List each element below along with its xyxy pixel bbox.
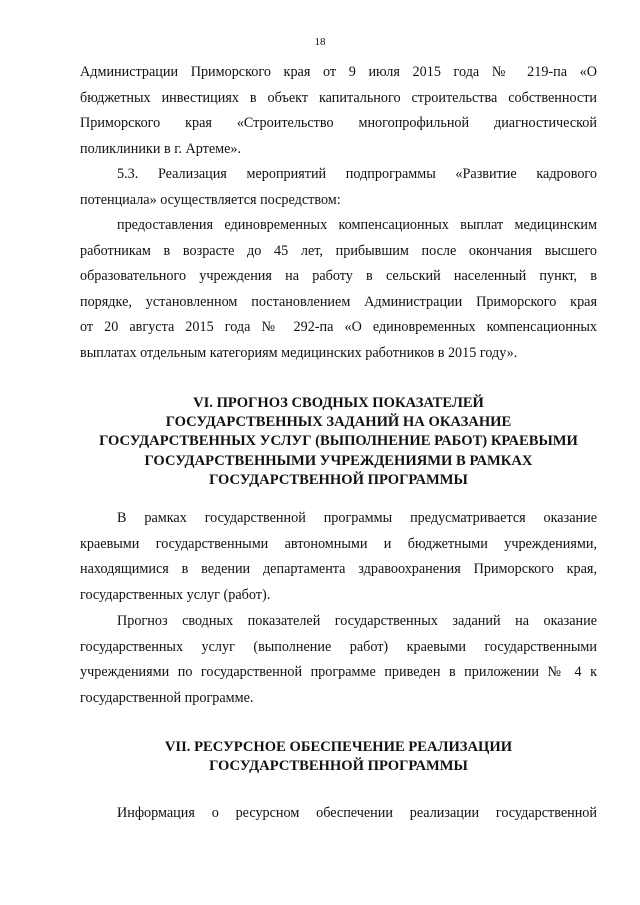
heading-line: VII. РЕСУРСНОЕ ОБЕСПЕЧЕНИЕ РЕАЛИЗАЦИИ: [164, 739, 513, 755]
heading-line: ГОСУДАРСТВЕННЫХ ЗАДАНИЙ НА ОКАЗАНИЕ: [165, 414, 512, 431]
heading-line: ГОСУДАРСТВЕННЫХ УСЛУГ (ВЫПОЛНЕНИЕ РАБОТ) КРАЕВЫМИ: [99, 433, 578, 450]
paragraph-5-3: [80, 162, 597, 213]
text-line: государственных услуг (работ).: [80, 586, 271, 603]
heading-line: VI. ПРОГНОЗ СВОДНЫХ ПОКАЗАТЕЛЕЙ: [193, 395, 484, 411]
text-line: потенциала» осуществляется посредством:: [80, 191, 341, 208]
text-line: находящимися в ведении департамента здравоохранения Приморского края,: [80, 561, 597, 578]
text-line: поликлиники в г. Артеме».: [80, 140, 242, 157]
section-7-paragraph-1: [80, 801, 597, 827]
section-6-paragraph-1: [80, 506, 597, 608]
section-7-heading: [80, 738, 597, 776]
section-6-paragraph-2: [80, 609, 597, 711]
heading-line: ГОСУДАРСТВЕННОЙ ПРОГРАММЫ: [209, 758, 468, 775]
text-line: Приморского края «Строительство многопрофильной диагностической: [80, 115, 597, 132]
text-line: Информация о ресурсном обеспечении реализации государственной: [117, 805, 597, 821]
text-line: государственных услуг (выполнение работ) краевыми государственными: [80, 638, 597, 655]
section-6-heading: [80, 394, 597, 490]
text-line: порядке, установленном постановлением Администрации Приморского края: [80, 293, 597, 310]
text-line: предоставления единовременных компенсационных выплат медицинским: [117, 217, 597, 233]
text-line: образовательного учреждения на работу в сельский населенный пункт, в: [80, 268, 597, 285]
heading-line: ГОСУДАРСТВЕННОЙ ПРОГРАММЫ: [209, 471, 468, 488]
heading-line: ГОСУДАРСТВЕННЫМИ УЧРЕЖДЕНИЯМИ В РАМКАХ: [144, 452, 533, 469]
text-line: бюджетных инвестициях в объект капитального строительства собственности: [80, 89, 597, 106]
text-line: Администрации Приморского края от 9 июля 2015 года № 219-па «О: [80, 64, 597, 80]
text-line: Прогноз сводных показателей государственных заданий на оказание: [117, 613, 597, 629]
text-line: 5.3. Реализация мероприятий подпрограммы «Развитие кадрового: [117, 166, 597, 182]
text-line: работникам в возрасте до 45 лет, прибывшим после окончания высшего: [80, 242, 597, 259]
text-line: учреждениями по государственной программе приведен в приложении № 4 к: [80, 664, 597, 681]
text-line: выплатах отдельным категориям медицинских работников в 2015 году».: [80, 344, 518, 361]
text-line: от 20 августа 2015 года № 292-па «О единовременных компенсационных: [80, 319, 597, 336]
text-line: В рамках государственной программы предусматривается оказание: [117, 510, 597, 526]
text-line: государственной программе.: [80, 689, 254, 706]
page-number: 18: [314, 36, 326, 48]
paragraph-continuation: [80, 60, 597, 162]
paragraph-payments: [80, 213, 597, 367]
text-line: краевыми государственными автономными и бюджетными учреждениями,: [80, 535, 597, 552]
